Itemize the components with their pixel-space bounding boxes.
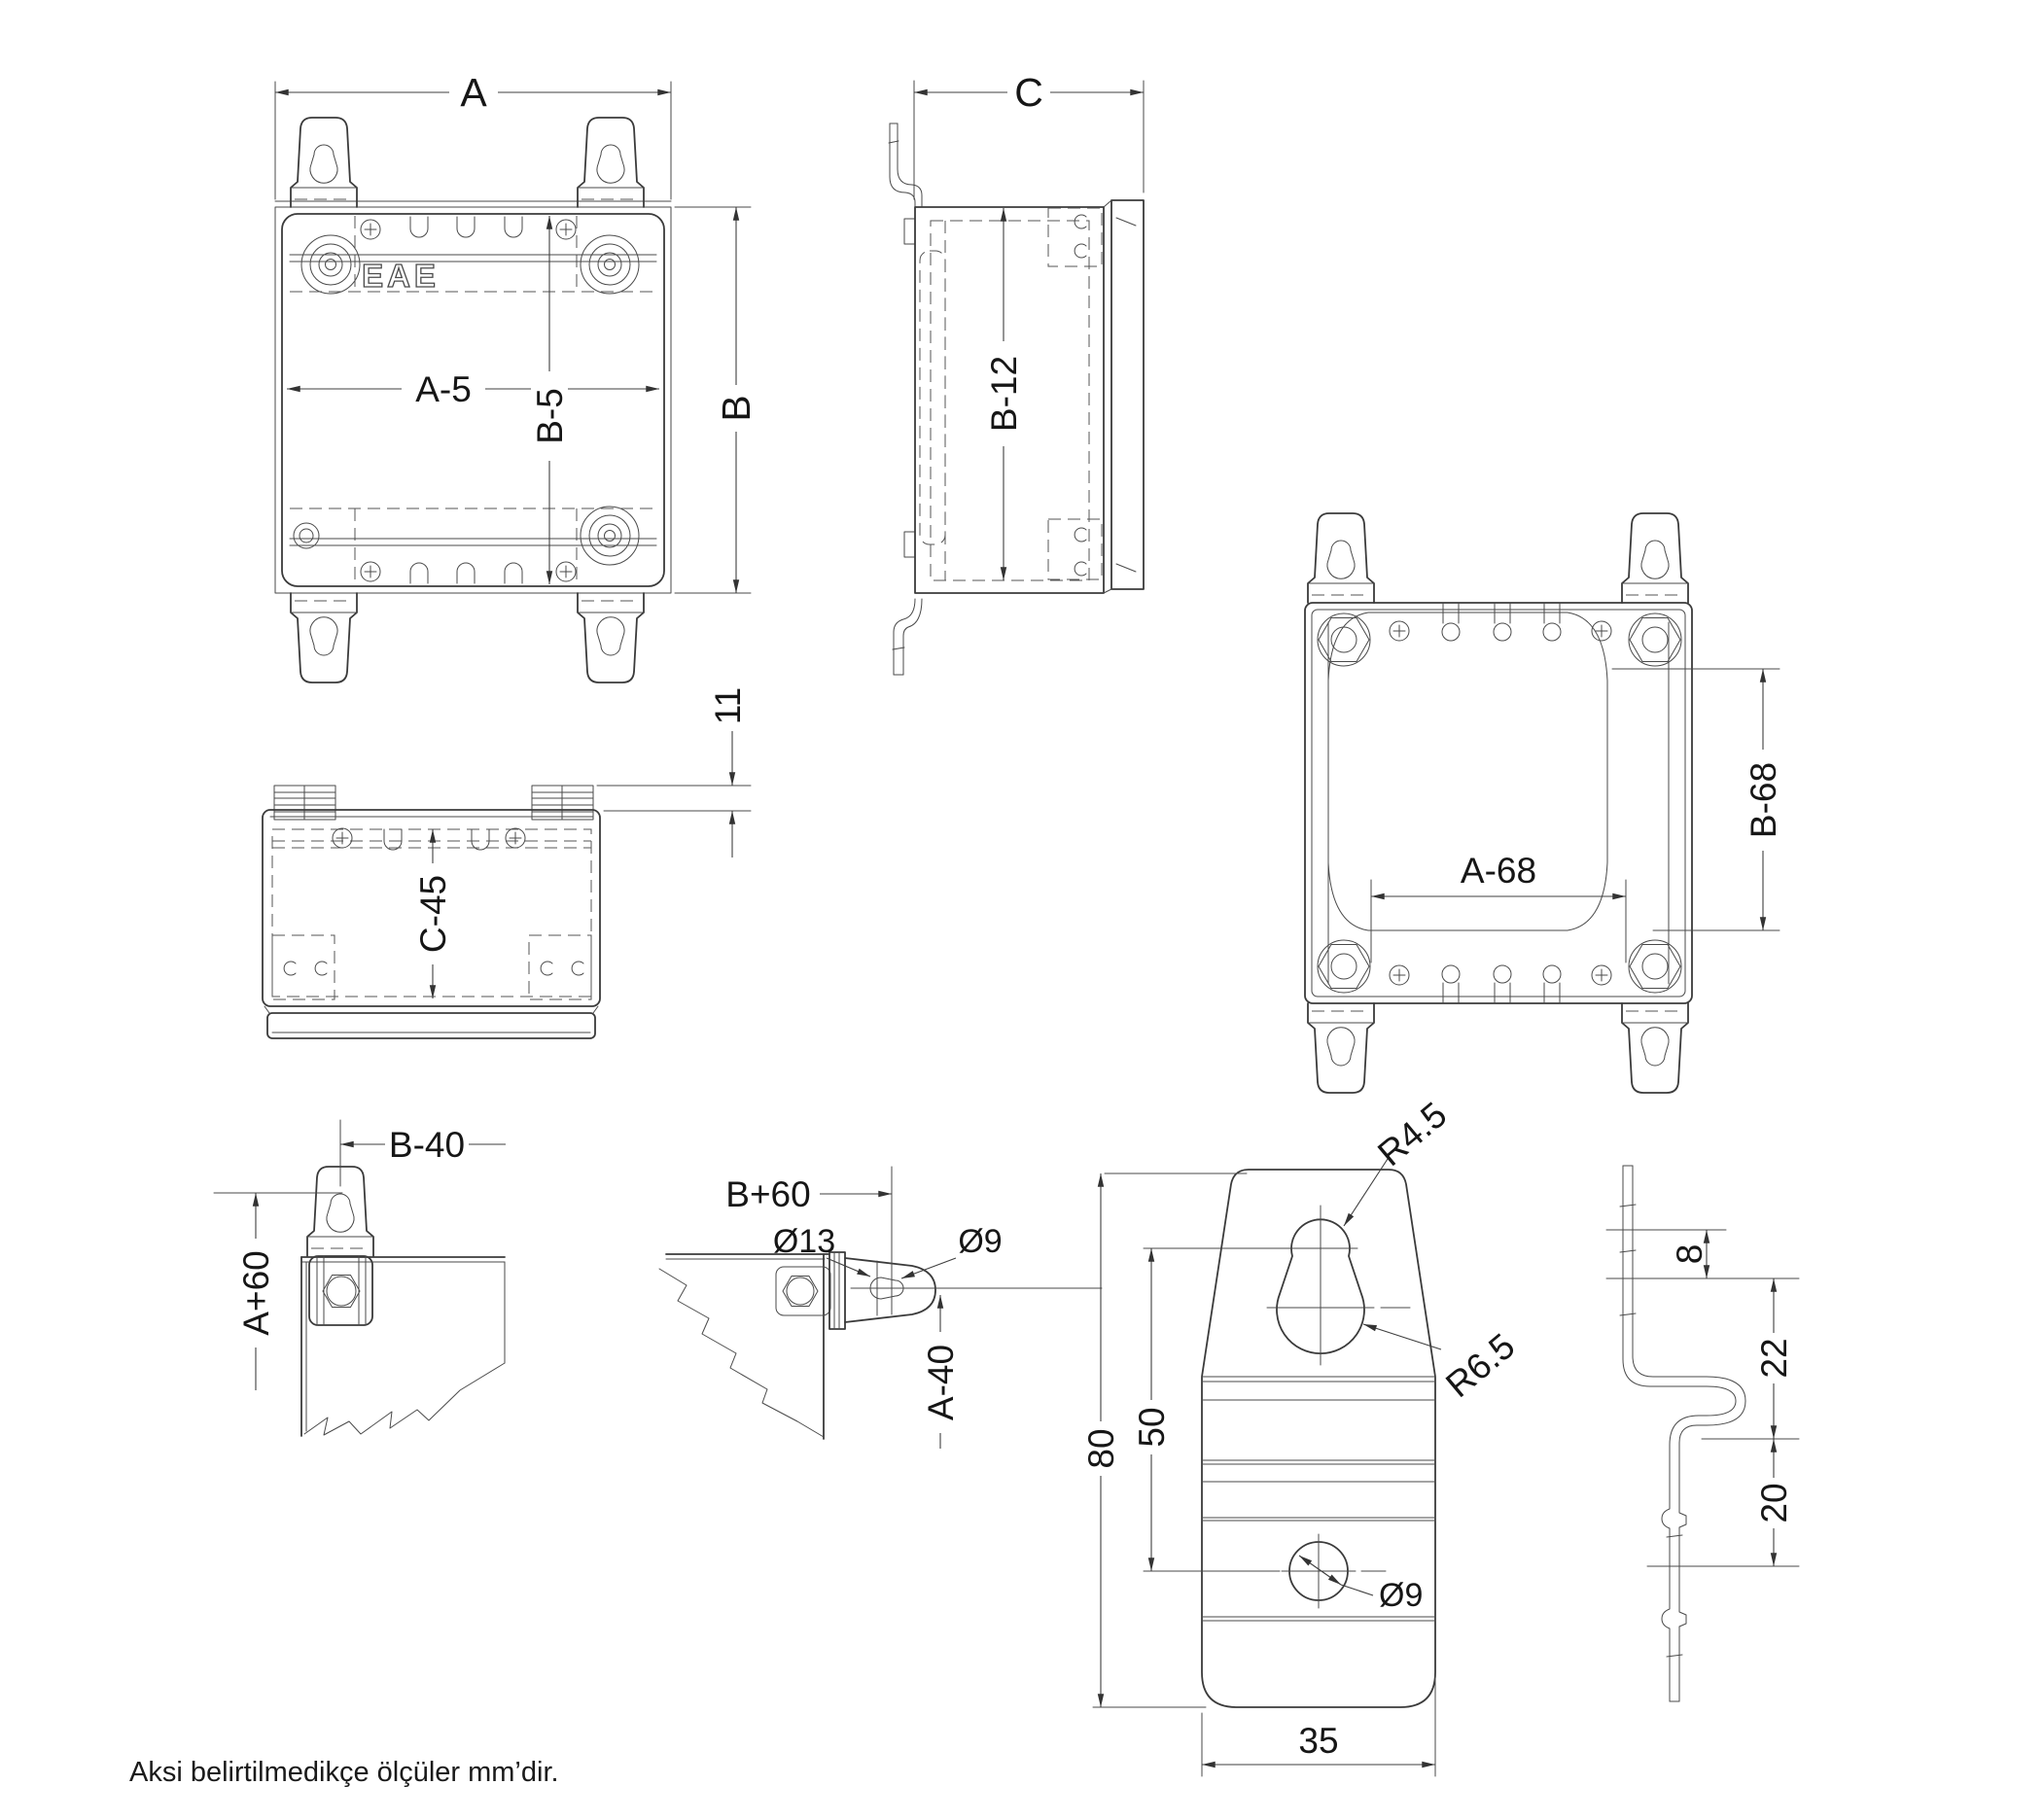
svg-text:B: B	[714, 395, 758, 422]
lug-detail-side	[659, 1167, 1102, 1449]
units-note: Aksi belirtilmedikçe ölçüler mm’dir.	[129, 1757, 559, 1788]
svg-text:22: 22	[1754, 1338, 1794, 1379]
hinge-marks	[1048, 208, 1102, 579]
svg-text:11: 11	[708, 686, 748, 725]
eae-logo: EAE	[362, 258, 440, 294]
dim-front-inner-width: A-5	[415, 369, 472, 409]
dim-rear-span-h: A-68	[1460, 851, 1537, 891]
side-view	[889, 70, 1144, 675]
bracket-side-profile	[1606, 1166, 1799, 1701]
dim-side-depth: C	[1014, 70, 1043, 115]
bottom-view	[263, 687, 751, 1038]
dim-bracket-width: 35	[1298, 1721, 1339, 1761]
lug-detail-front	[214, 1120, 506, 1436]
svg-text:80: 80	[1081, 1428, 1121, 1469]
dim-lug-offset-h: B-40	[388, 1125, 466, 1165]
bracket-front-view	[1081, 1095, 1522, 1776]
dim-lug-side-offset-v	[921, 1332, 961, 1433]
corner-bolt	[1318, 613, 1370, 666]
dim-lug-hole-big: Ø13	[772, 1223, 836, 1260]
svg-text:8: 8	[1670, 1243, 1709, 1265]
dim-front-height	[714, 385, 758, 432]
corner-boss-small	[294, 523, 319, 548]
dim-rear-span-v	[1744, 750, 1783, 851]
svg-text:A-40: A-40	[921, 1344, 961, 1421]
dim-bracket-radius-big	[1438, 1326, 1522, 1406]
dim-lug-side-offset-h: B+60	[725, 1174, 811, 1214]
svg-text:20: 20	[1754, 1483, 1794, 1523]
corner-boss	[301, 235, 360, 294]
dim-bracket-height	[1081, 1421, 1121, 1476]
svg-text:R6.5: R6.5	[1438, 1325, 1523, 1406]
svg-text:C-45: C-45	[413, 874, 453, 954]
dim-clip-protrusion	[708, 687, 748, 724]
din-clip	[274, 786, 335, 820]
svg-text:B-5: B-5	[530, 388, 570, 444]
dim-profile-step-bottom	[1754, 1478, 1794, 1528]
svg-text:50: 50	[1132, 1407, 1172, 1448]
front-bottom-band	[290, 508, 656, 584]
dim-profile-step-mid	[1754, 1333, 1794, 1383]
dim-front-width: A	[460, 70, 487, 115]
dim-bracket-hole-dia: Ø9	[1379, 1577, 1424, 1614]
svg-text:B-12: B-12	[984, 355, 1024, 433]
dim-front-inner-height	[530, 371, 570, 461]
dim-profile-step-top	[1670, 1244, 1709, 1265]
keyhole-lug	[291, 118, 357, 207]
dim-lug-hole-small: Ø9	[958, 1223, 1003, 1260]
dim-lug-offset-v	[236, 1239, 276, 1348]
rear-view	[1305, 513, 1783, 1093]
dim-bracket-hole-span	[1132, 1400, 1172, 1454]
svg-text:A+60: A+60	[236, 1250, 276, 1336]
front-top-band	[290, 216, 656, 294]
dim-side-inner-height	[984, 341, 1024, 446]
svg-text:B-68: B-68	[1744, 761, 1783, 839]
svg-text:R4.5: R4.5	[1370, 1094, 1455, 1174]
dim-bracket-radius-small	[1370, 1095, 1454, 1174]
front-view	[275, 70, 758, 682]
dim-bottom-inner-depth	[413, 863, 453, 964]
